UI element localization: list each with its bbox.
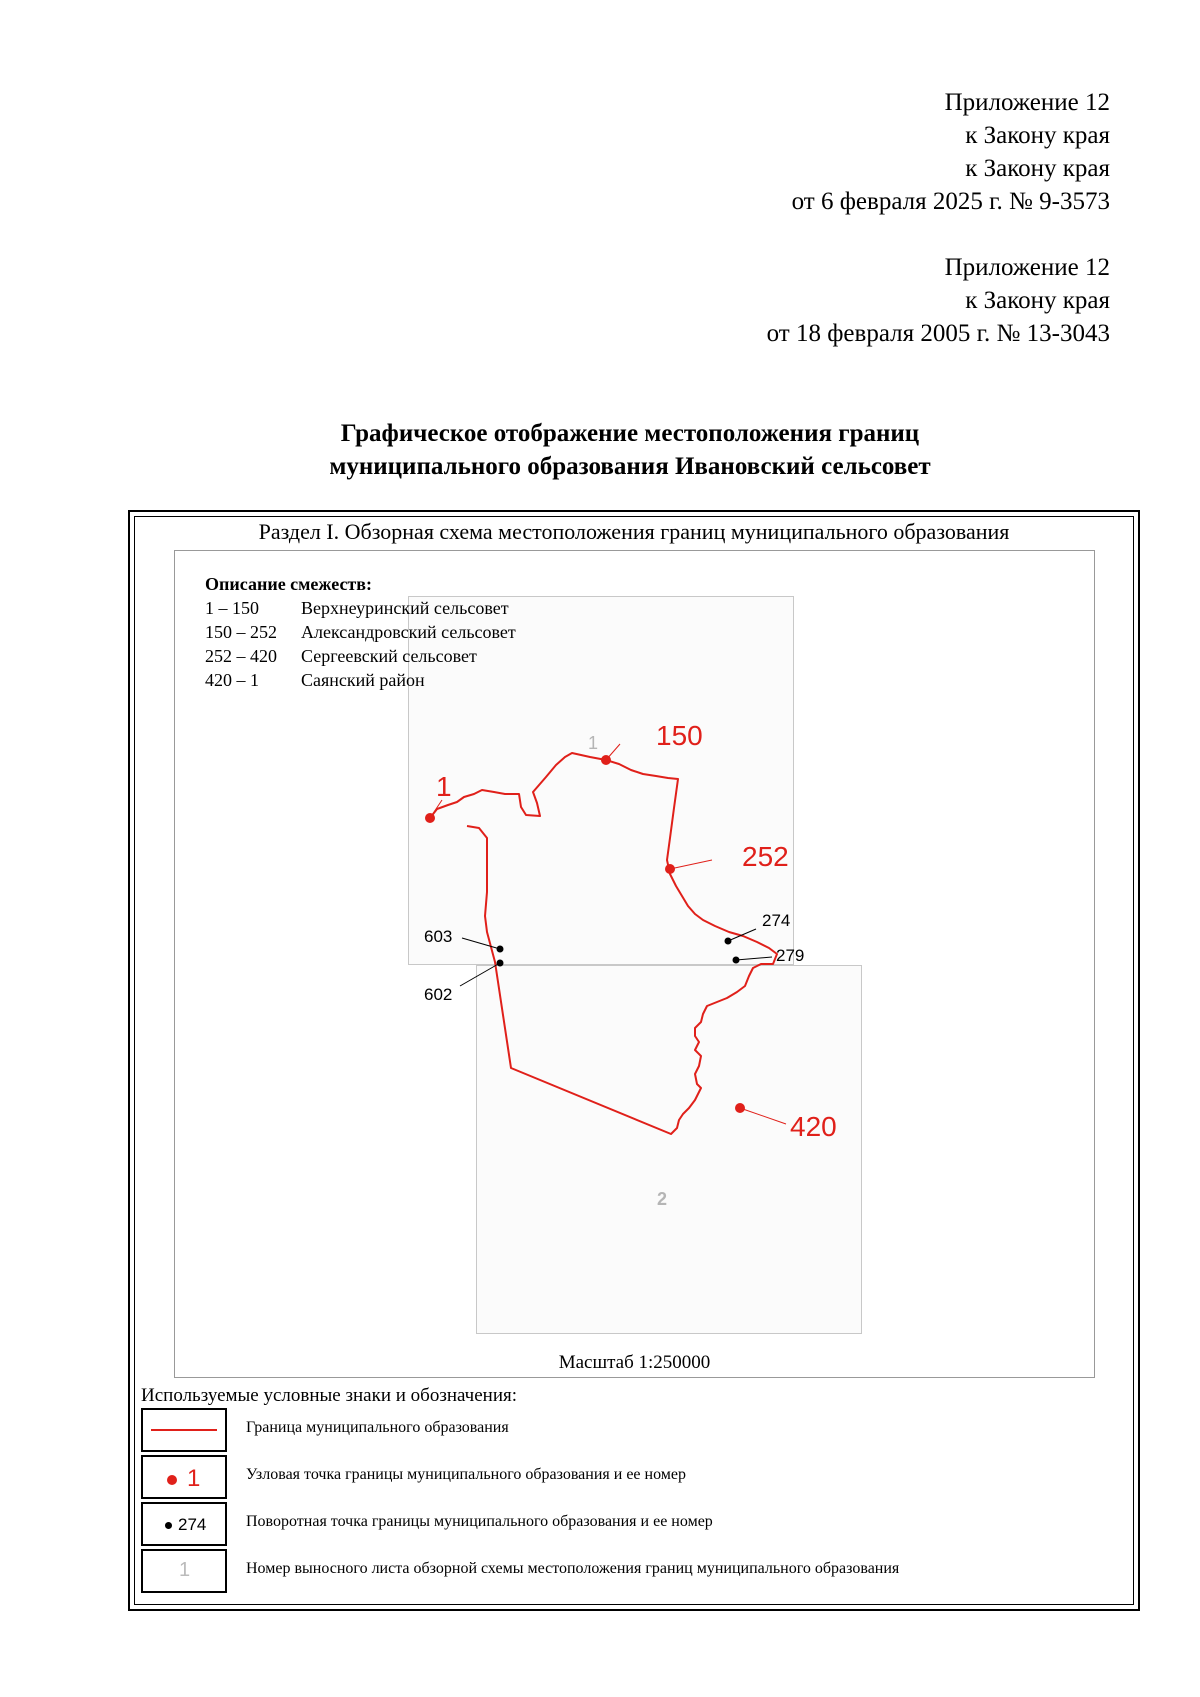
turn-point-603 — [424, 927, 504, 953]
node-point-1 — [425, 771, 452, 823]
turn-label-279: 279 — [776, 946, 805, 965]
turn-point-602 — [424, 960, 504, 1005]
map-scale: Масштаб 1:250000 — [558, 1352, 711, 1373]
section-title: Раздел I. Обзорная схема местоположения границ муниципального образования — [258, 519, 1010, 544]
node-point-150 — [601, 720, 703, 765]
header-line: к Закону края — [965, 287, 1110, 314]
turn-label-602: 602 — [424, 985, 453, 1004]
legend-title: Используемые условные знаки и обозначения: — [141, 1385, 518, 1406]
sheet-number-symbol: 1 — [179, 1559, 191, 1581]
title-line-1: Графическое отображение местоположения границ — [340, 420, 920, 447]
adjacency-range: 150 – 252 — [205, 622, 277, 642]
adjacency-name: Александровский сельсовет — [301, 622, 516, 642]
header-line: к Закону края — [965, 122, 1110, 149]
adjacency-range: 1 – 150 — [205, 598, 259, 618]
turn-point-279 — [733, 946, 805, 965]
node-label-252: 252 — [742, 841, 789, 872]
sheet-1-number: 1 — [587, 733, 599, 753]
node-point-252 — [665, 841, 789, 874]
node-label-1: 1 — [436, 771, 452, 802]
header-line: Приложение 12 — [944, 254, 1110, 281]
adjacency-title: Описание смежеств: — [205, 574, 372, 594]
turn-label-274: 274 — [762, 911, 791, 930]
node-label-150: 150 — [656, 720, 703, 751]
title-line-2: муниципального образования Ивановский сельсовет — [329, 453, 931, 480]
legend-text-boundary: Граница муниципального образования — [246, 1419, 509, 1436]
turn-point-274 — [725, 911, 791, 945]
node-label-420: 420 — [790, 1111, 837, 1142]
adjacency-name: Сергеевский сельсовет — [301, 646, 477, 666]
legend-text-turn: Поворотная точка границы муниципального образования и ее номер — [246, 1513, 713, 1530]
turn-symbol-label: 274 — [178, 1515, 207, 1534]
header-line: от 18 февраля 2005 г. № 13-3043 — [766, 320, 1110, 347]
header-line: от 6 февраля 2025 г. № 9-3573 — [791, 188, 1110, 215]
adjacency-name: Саянский район — [301, 670, 425, 690]
adjacency-range: 420 – 1 — [205, 670, 259, 690]
turn-label-603: 603 — [424, 927, 453, 946]
header-line: к Закону края — [965, 155, 1110, 182]
legend-text-sheet: Номер выносного листа обзорной схемы местоположения границ муниципального образования — [246, 1560, 900, 1577]
adjacency-name: Верхнеуринский сельсовет — [301, 598, 509, 618]
sheet-2-number: 2 — [656, 1189, 668, 1209]
header-line: Приложение 12 — [944, 89, 1110, 116]
adjacency-range: 252 – 420 — [205, 646, 277, 666]
legend-text-node: Узловая точка границы муниципального образования и ее номер — [246, 1466, 687, 1483]
node-symbol-label: 1 — [187, 1465, 201, 1492]
node-point-420 — [735, 1103, 837, 1142]
